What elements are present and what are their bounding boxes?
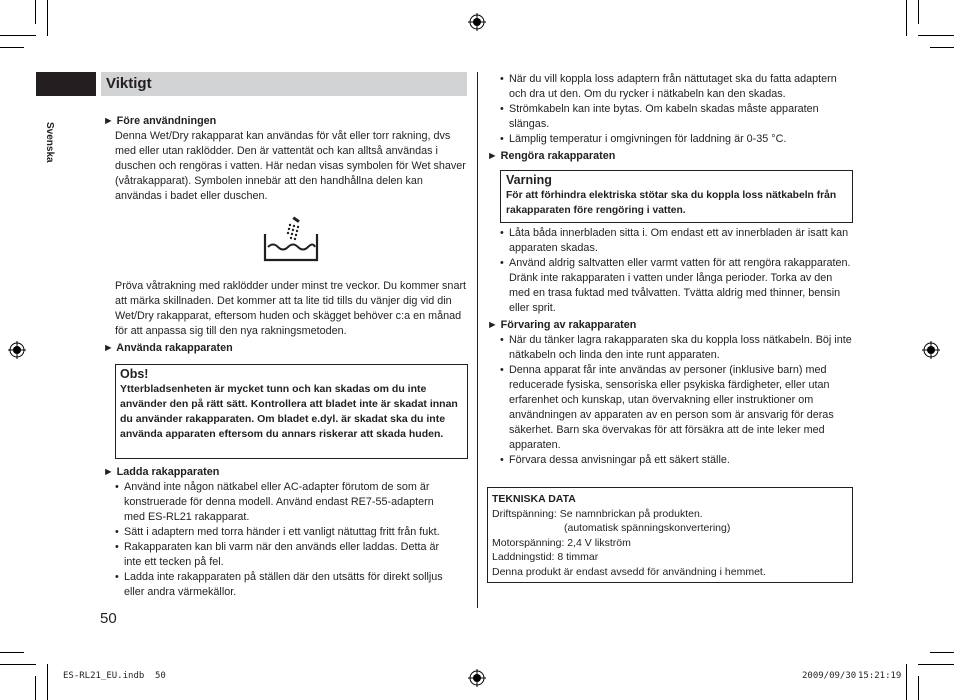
subheading-using: ► Använda rakapparaten xyxy=(103,342,233,354)
charging-list xyxy=(115,480,455,600)
technical-data-line: Denna produkt är endast avsedd för användning i hemmet. xyxy=(492,565,766,578)
list-item: • Rakapparaten kan bli varm när den används eller laddas. Detta är inte ett tecken på fel. xyxy=(115,540,455,570)
page-number: 50 xyxy=(100,610,117,627)
note-text: Ytterbladsenheten är mycket tunn och kan skadas om du inte använder den på rätt sätt. Kontrollera att bladet inte är skadat innan du använder rakapparaten. Om bladet e.dyl. är skadat ska du inte använda apparaten eftersom du annars riskerar att skada huden. xyxy=(120,383,458,440)
adapter-list xyxy=(500,72,852,147)
technical-data-line: Laddningstid: 8 timmar xyxy=(492,551,599,563)
list-item: • Använd aldrig saltvatten eller varmt vatten för att rengöra rakapparaten. Dränk inte rakapparaten i vatten under långa perioder. Torka av den med en trasa fuktad med tvålvatten. Tvätta aldrig med thinner, bensin eller sprit. xyxy=(500,256,854,316)
list-item: • Använd inte någon nätkabel eller AC-adapter förutom de som är konstruerade för denna modell. Använd endast RE7-55-adaptern med ES-RL21 rakapparat. xyxy=(115,480,455,525)
section-heading xyxy=(101,72,467,96)
wet-shaving-paragraph: Pröva våtrakning med raklödder under minst tre veckor. Du kommer snart att märka skillnaden. Det kommer att ta lite tid tills du vänjer dig vid din Wet/Dry rakapparat, eftersom huden och skägget behöver c:a en månad för att anpassa sig till den nya rakningsmetoden. xyxy=(115,280,467,337)
warning-text: För att förhindra elektriska stötar ska du koppla loss nätkabeln från rakapparaten före rengöring i vatten. xyxy=(506,190,837,216)
list-item: • Låta båda innerbladen sitta i. Om endast ett av innerbladen är isatt kan apparaten skadas. xyxy=(500,226,854,256)
language-tab xyxy=(36,72,96,96)
note-title: Obs! xyxy=(120,367,149,381)
subheading-cleaning: ► Rengöra rakapparaten xyxy=(487,150,616,162)
technical-data-box xyxy=(487,487,853,583)
footer-time: 15:21:19 xyxy=(858,671,902,681)
list-item: • Strömkabeln kan inte bytas. Om kabeln skadas måste apparaten slängas. xyxy=(500,102,852,132)
cleaning-list xyxy=(500,226,854,316)
footer-date: 2009/09/30 xyxy=(802,671,857,681)
warning-box xyxy=(500,170,853,223)
warning-title: Varning xyxy=(506,173,552,187)
list-item: • Lämplig temperatur i omgivningen för laddning är 0-35 °C. xyxy=(500,132,852,147)
footer-file: ES-RL21_EU.indb xyxy=(63,671,145,681)
registration-mark-icon xyxy=(468,669,486,687)
registration-mark-icon xyxy=(8,341,26,359)
list-item: • Denna apparat får inte användas av personer (inklusive barn) med reducerade fysiska, sensoriska eller psykiska färdigheter, eller utan erfarenhet och kunskap, utan övervakning eller instruktioner om användningen av apparaten av en person som är ansvarig för deras säkerhet. Barn ska övervakas för att försäkra att de inte leker med apparaten. xyxy=(500,363,854,453)
list-item: • Sätt i adaptern med torra händer i ett vanligt nätuttag fritt från fukt. xyxy=(115,525,455,540)
list-item: • När du tänker lagra rakapparaten ska du koppla loss nätkabeln. Böj inte nätkabeln och linda den inte runt apparaten. xyxy=(500,333,854,363)
subheading-storage: ► Förvaring av rakapparaten xyxy=(487,319,637,331)
list-item: • Ladda inte rakapparaten på ställen där den utsätts för direkt solljus eller andra värmekällor. xyxy=(115,570,455,600)
subheading-before-use: ► Före användningen xyxy=(103,115,217,127)
column-divider xyxy=(477,72,478,608)
registration-mark-icon xyxy=(468,13,486,31)
list-item: • När du vill koppla loss adaptern från nättutaget ska du fatta adaptern och dra ut den. Om du rycker i nätkabeln kan den skadas. xyxy=(500,72,852,102)
registration-mark-icon xyxy=(922,341,940,359)
language-label: Svenska xyxy=(44,122,55,163)
subheading-charging: ► Ladda rakapparaten xyxy=(103,466,220,478)
wet-shaver-bath-shower-icon xyxy=(263,216,319,262)
list-item: • Förvara dessa anvisningar på ett säkert ställe. xyxy=(500,453,854,468)
footer-page: 50 xyxy=(155,671,166,681)
storage-list xyxy=(500,333,854,468)
technical-data-title: TEKNISKA DATA xyxy=(492,493,576,505)
before-use-paragraph: Denna Wet/Dry rakapparat kan användas för våt eller torr rakning, dvs med eller utan raklödder. Den är vattentät och kan alltså användas i duschen och rengöras i vatten. Här nedan visas symbolen för Wet shaver (våtrakapparat). Symbolen innebär att den handhållna delen kan användas i badet eller duschen. xyxy=(115,130,466,202)
technical-data-line: (automatisk spänningskonvertering) xyxy=(564,522,731,534)
note-box xyxy=(115,364,468,459)
section-title: Viktigt xyxy=(106,75,152,92)
technical-data-line: Driftspänning: Se namnbrickan på produkten. xyxy=(492,507,703,520)
technical-data-line: Motorspänning: 2,4 V likström xyxy=(492,536,631,549)
